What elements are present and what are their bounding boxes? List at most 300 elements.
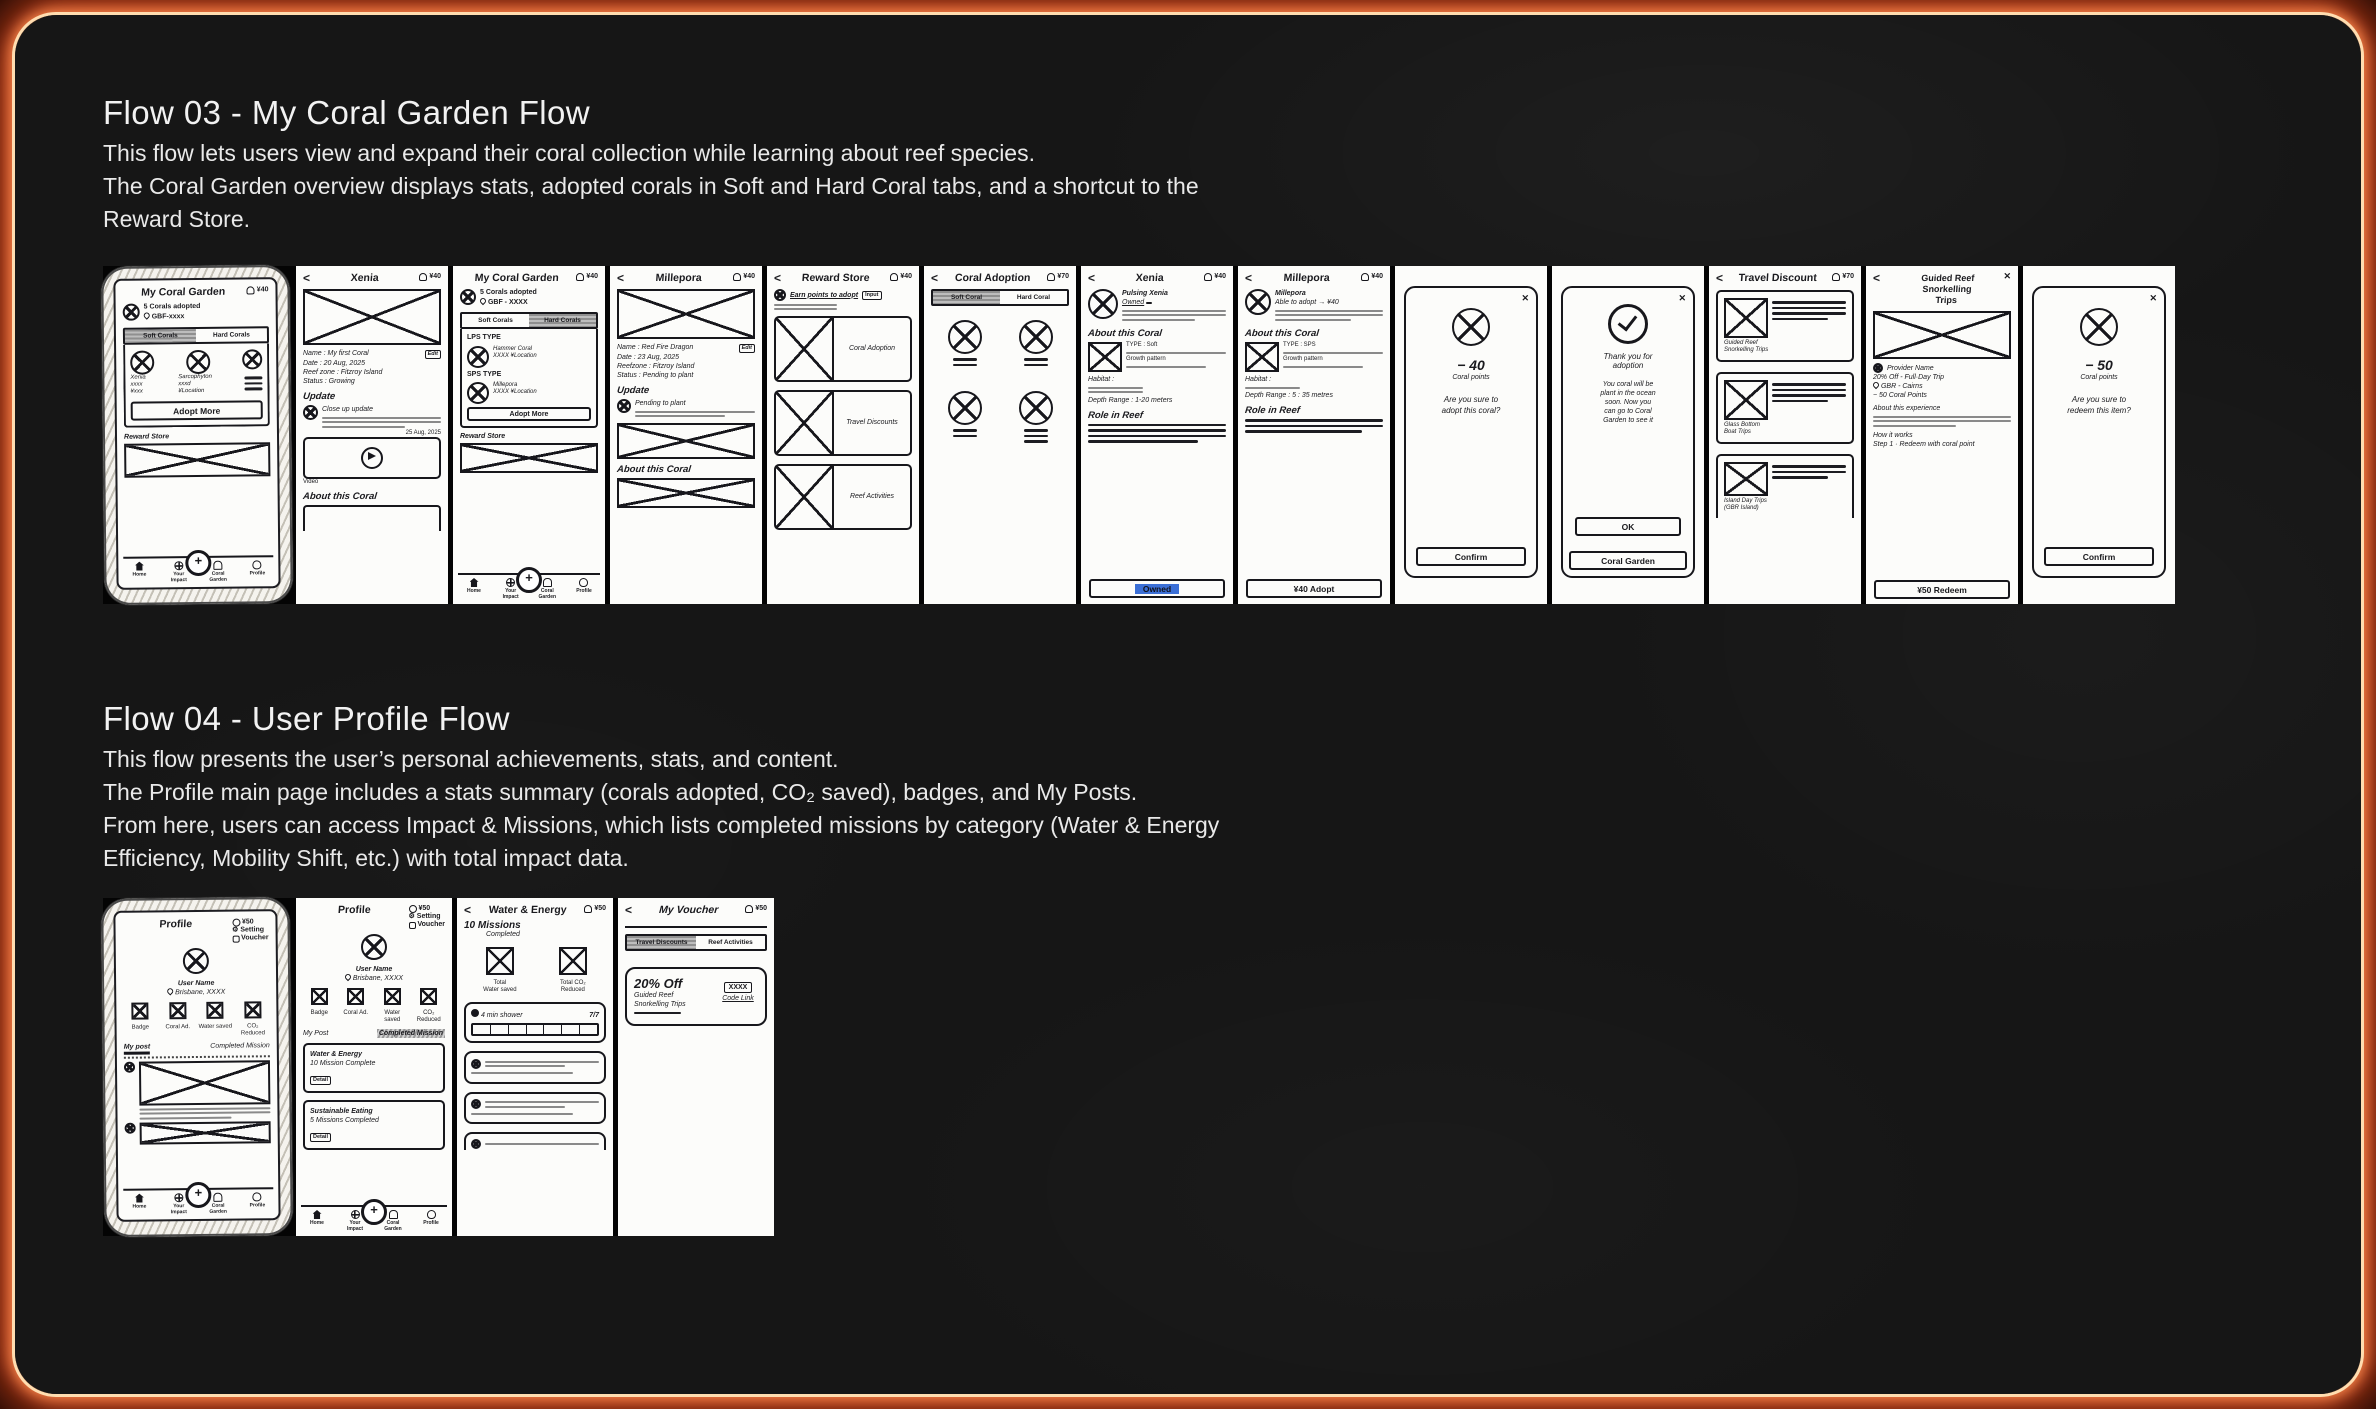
section-about: About this Coral xyxy=(1244,328,1320,339)
section-update: Update xyxy=(302,391,336,402)
text-lines xyxy=(1245,387,1300,389)
coral-garden-icon xyxy=(213,561,222,570)
wallet-balance: ¥40 xyxy=(586,273,598,280)
bell-icon xyxy=(733,273,741,281)
screen-millepora-detail xyxy=(610,266,762,604)
mission-card2-subtitle: 5 Missions Completed xyxy=(310,1117,379,1124)
flow04-desc-line4: Efficiency, Mobility Shift, etc.) with total impact data. xyxy=(103,845,629,871)
close-icon: ✕ xyxy=(2003,271,2011,281)
trip-title-line3: Trips xyxy=(1935,295,1958,305)
screen-water-energy: < Water & Energy ¥50 10 Missions Completed Total Water saved Total CO₂ Reduced 4 min shower 7/7 xyxy=(457,898,613,1236)
coral-option-icon xyxy=(948,391,982,425)
coral1-id: XXXX ¥Location xyxy=(493,352,537,359)
about-experience-label: About this experience xyxy=(1873,405,1941,412)
screen-xenia-about xyxy=(1081,266,1233,604)
setting-label: Setting xyxy=(416,913,441,920)
points-unit: Coral points xyxy=(1452,374,1490,381)
profile-icon xyxy=(253,1192,262,1201)
pin-icon xyxy=(1872,381,1880,389)
pin-icon xyxy=(166,987,174,995)
field-reefzone: Reefzone : Fitzroy Island xyxy=(617,363,695,370)
stat-corals-adopted: 5 Corals adopted xyxy=(143,302,201,311)
trip3-name-line1: Island Day Trips xyxy=(1724,498,1767,504)
bell-icon xyxy=(584,905,592,913)
coral-avatar-icon xyxy=(1088,289,1118,319)
screen-coral-garden-hard xyxy=(453,266,605,604)
section-about: About this Coral xyxy=(302,491,378,502)
tab-hard-corals: Hard Corals xyxy=(212,331,250,339)
thanks-body: You coral will be xyxy=(1602,381,1654,388)
coral1-name: Hammer Coral xyxy=(493,345,533,352)
co2-reduced-icon xyxy=(420,988,437,1005)
edit-chip: Edit xyxy=(739,344,755,353)
tab-completed-missions: Completed Mission xyxy=(378,1030,443,1037)
wallet-balance: ¥40 xyxy=(429,273,441,280)
pin-icon xyxy=(344,973,352,981)
bottom-nav-sketch: Home Your Impact Coral Garden Profile xyxy=(123,1187,273,1217)
owned-chip xyxy=(1146,302,1152,304)
screen-guided-trip xyxy=(1866,266,2018,604)
wallet-balance: ¥70 xyxy=(1057,273,1069,280)
travel-discounts-image-placeholder xyxy=(776,392,834,454)
voucher-label: Voucher xyxy=(417,921,445,928)
able-to-adopt-label: Able to adopt → ¥40 xyxy=(1275,299,1339,306)
screen-xenia-detail xyxy=(296,266,448,604)
coral-garden-button-sketch: Coral Garden xyxy=(1569,551,1687,570)
offer-line: 20% Off - Full·Day Trip xyxy=(1873,374,1945,381)
field-date: Date : 23 Aug, 2025 xyxy=(617,354,680,361)
pin-icon xyxy=(479,296,487,304)
trip-photo-placeholder xyxy=(1873,311,2011,359)
text-lines xyxy=(1126,366,1226,368)
growth-label: Growth pattern xyxy=(1283,356,1323,362)
text-lines xyxy=(1275,310,1383,321)
text-lines xyxy=(471,1072,599,1074)
coral-photo-placeholder xyxy=(303,289,441,345)
text-lines xyxy=(635,411,755,418)
tab-reef-activities: Reef Activities xyxy=(708,939,753,946)
confirm-question-line2: redeem this item? xyxy=(2067,406,2131,415)
coral-millepora-icon xyxy=(467,382,489,404)
coral-points-icon xyxy=(2080,308,2118,346)
coral2-name: Sarcophyton xyxy=(178,373,212,381)
screen-confirm-redeem xyxy=(2023,266,2175,604)
wallet-balance: ¥40 xyxy=(247,286,269,294)
add-post-button-sketch: + xyxy=(185,550,211,576)
stat-location: GBF-xxxx xyxy=(151,312,185,320)
coral-xenia-icon xyxy=(130,350,154,374)
text-lines xyxy=(244,373,262,393)
coral2-price: ¥Location xyxy=(178,387,205,395)
reward-store-banner-placeholder xyxy=(460,443,598,473)
mission-icon xyxy=(471,1009,479,1017)
back-icon: < xyxy=(1716,271,1724,285)
voucher-tabs xyxy=(625,934,767,951)
confirm-adopt-modal xyxy=(1404,286,1538,578)
update-date: 25 Aug, 2025 xyxy=(405,430,441,436)
coral-name: Pulsing Xenia xyxy=(1122,290,1168,297)
voucher-icon xyxy=(409,922,416,929)
wallet-balance: ¥40 xyxy=(1214,273,1226,280)
back-icon: < xyxy=(1873,271,1881,285)
update-caption: Close up update xyxy=(322,406,373,413)
owned-button-sketch: Owned xyxy=(1089,579,1225,598)
bell-icon xyxy=(247,286,255,294)
coral2-name: Millepora xyxy=(493,382,518,388)
about-image-placeholder xyxy=(617,478,755,508)
thank-you-modal: ✕ Thank you for adoption You coral will be plant in the ocean soon. Now you can go to Coral Garden to see it OK Coral Garden xyxy=(1561,286,1695,578)
card-reef-activities: Reef Activities xyxy=(849,492,895,500)
text-lines xyxy=(774,304,837,311)
adopt-more-button-sketch: Adopt More xyxy=(131,400,263,420)
voucher-icon xyxy=(232,935,239,942)
wallet-balance: ¥50 xyxy=(755,905,767,912)
field-status: Status : Pending to plant xyxy=(617,372,694,379)
detail-chip: Detail xyxy=(310,1076,331,1085)
section-about: About this Coral xyxy=(616,463,692,475)
flow04-desc-line2: The Profile main page includes a stats summary (corals adopted, CO₂ saved), badges, and My Posts. xyxy=(103,779,1138,805)
voucher-code-link: Code Link xyxy=(722,995,754,1002)
tab-my-posts: My Post xyxy=(303,1030,329,1037)
flow03-title: Flow 03 - My Coral Garden Flow xyxy=(103,94,590,132)
confirm-question-line1: Are you sure to xyxy=(2071,395,2127,404)
impact-icon xyxy=(174,561,183,570)
coral-hammer-icon xyxy=(467,346,489,368)
flow04-desc-line3: From here, users can access Impact & Missions, which lists completed missions by category (Water & Energy xyxy=(103,812,1220,838)
points-unit: Coral points xyxy=(2080,374,2118,381)
trip2-name-line1: Glass Bottom xyxy=(1724,422,1761,428)
co2-reduced-label: CO₂ Reduced xyxy=(240,1023,265,1037)
avatar xyxy=(183,948,209,974)
type-label: TYPE : SPS xyxy=(1283,342,1316,348)
text-lines xyxy=(485,1058,599,1070)
coral-tabs xyxy=(460,312,598,329)
depth-label: Depth Range : 5 : 35 metres xyxy=(1245,392,1333,399)
co2-reduced-label: CO₂ Reduced xyxy=(416,1010,441,1023)
coral-ad-label: Coral Ad. xyxy=(165,1024,191,1031)
bell-icon xyxy=(1047,273,1055,281)
close-icon: ✕ xyxy=(1521,293,1529,303)
tab-soft-corals: Soft Corals xyxy=(125,329,196,343)
coral-adoption-image-placeholder xyxy=(776,318,834,380)
coral-garden-icon xyxy=(543,578,552,587)
coral-adopted-icon xyxy=(169,1002,186,1019)
water-saved-label: Water saved xyxy=(384,1010,401,1023)
trip-title-line2: Snorkelling xyxy=(1922,284,1972,294)
tab-hard-corals: Hard Corals xyxy=(529,314,596,327)
coin-icon xyxy=(232,919,240,927)
screen-reward-store xyxy=(767,266,919,604)
coral2-id: XXXX ¥Location xyxy=(493,389,537,395)
back-icon: < xyxy=(464,903,472,917)
wallet-balance: ¥50 xyxy=(241,918,254,926)
coral-adopted-icon xyxy=(347,988,364,1005)
flow03-description xyxy=(103,137,1199,236)
profile-icon xyxy=(427,1210,436,1219)
reward-store-banner-placeholder xyxy=(124,442,270,478)
lps-type-label: LPS TYPE xyxy=(467,334,501,341)
user-location: Brisbane, XXXX xyxy=(175,988,226,997)
gear-icon: ⚙ xyxy=(232,926,239,934)
coral-garden-icon xyxy=(389,1210,398,1219)
screen-title: Profile xyxy=(337,904,372,916)
section-about: About this Coral xyxy=(1087,328,1163,339)
video-caption: Video xyxy=(303,479,319,485)
add-post-button-sketch: + xyxy=(516,567,542,593)
text-lines xyxy=(1122,310,1226,321)
flow04-description xyxy=(103,743,1219,875)
screen-profile-missions xyxy=(296,898,452,1236)
profile-icon xyxy=(253,560,262,569)
screen-profile-posts xyxy=(113,909,280,1222)
wallet-balance: ¥50 xyxy=(594,905,606,912)
coral-option-icon xyxy=(948,320,982,354)
bell-icon xyxy=(576,273,584,281)
screen-title: Reward Store xyxy=(801,272,870,284)
coral-option-icon xyxy=(1019,320,1053,354)
confirm-question-line1: Are you sure to xyxy=(1443,395,1499,404)
bottom-nav-sketch: Home Your Impact Coral Garden Profile xyxy=(301,1205,447,1233)
avatar xyxy=(361,934,387,960)
post-image-placeholder xyxy=(140,1121,271,1144)
wallet-balance: ¥50 xyxy=(418,905,431,912)
growth-label: Growth pattern xyxy=(1126,356,1166,362)
screen-title: Xenia xyxy=(1135,272,1165,284)
provider-name: Provider Name xyxy=(1887,364,1934,372)
flow04-wireframe-strip xyxy=(103,898,774,1236)
text-lines xyxy=(1873,416,2011,427)
cost-line: − 50 Coral Points xyxy=(1873,392,1927,399)
add-post-button-sketch: + xyxy=(185,1182,211,1208)
flow04-desc-line1: This flow presents the user’s personal achievements, stats, and content. xyxy=(103,746,839,772)
bell-icon xyxy=(1361,273,1369,281)
tab-hard-coral: Hard Coral xyxy=(1016,294,1051,301)
coral2-id: xxxd xyxy=(178,381,191,388)
badge-icon xyxy=(132,1003,149,1020)
voucher-code: XXXX xyxy=(724,982,753,993)
wallet-balance: ¥40 xyxy=(900,273,912,280)
adoption-tabs xyxy=(931,289,1069,306)
text-lines xyxy=(471,1113,599,1115)
home-icon xyxy=(135,562,144,571)
text-lines xyxy=(634,1012,681,1014)
post-author-avatar xyxy=(125,1122,136,1133)
text-lines xyxy=(139,1107,270,1119)
input-chip: Input xyxy=(862,291,881,300)
flow03-desc-line3: Reward Store. xyxy=(103,206,251,232)
coral-option-icon xyxy=(1019,391,1053,425)
reef-activities-image-placeholder xyxy=(776,466,834,528)
thanks-line1: Thank you for xyxy=(1603,352,1653,361)
screen-coral-adoption xyxy=(924,266,1076,604)
bell-icon xyxy=(745,905,753,913)
location-line: GBR - Cairns xyxy=(1880,383,1923,390)
coral-sarcophyton-icon xyxy=(186,350,210,374)
mission-name: 4 min shower xyxy=(480,1012,523,1019)
missions-completed-label: Completed xyxy=(486,931,520,938)
back-icon: < xyxy=(774,271,782,285)
screen-title: Millepora xyxy=(655,272,703,284)
adopt-more-button-sketch: Adopt More xyxy=(467,407,591,421)
mission-progress: 7/7 xyxy=(589,1012,599,1019)
user-name: User Name xyxy=(355,966,393,973)
screen-title: Travel Discount xyxy=(1738,272,1818,284)
field-date: Date : 20 Aug, 2025 xyxy=(303,360,366,367)
tab-my-posts: My post xyxy=(124,1042,151,1054)
coral-logo-icon xyxy=(460,289,476,305)
progress-bar xyxy=(471,1023,599,1036)
back-icon: < xyxy=(1245,271,1253,285)
mission-icon xyxy=(471,1139,481,1149)
total-water-saved-icon xyxy=(486,947,514,975)
screen-title: Coral Adoption xyxy=(954,272,1031,284)
update-thumb-icon xyxy=(303,405,318,420)
wallet-balance: ¥40 xyxy=(743,273,755,280)
update-caption: Pending to plant xyxy=(635,400,686,407)
trip-image-placeholder xyxy=(1724,462,1768,496)
owned-label: Owned xyxy=(1122,299,1145,306)
confirm-redeem-modal xyxy=(2032,286,2166,578)
back-icon: < xyxy=(617,271,625,285)
coral-name: Millepora xyxy=(1275,290,1306,297)
depth-label: Depth Range : 1-20 meters xyxy=(1088,396,1173,404)
user-name: User Name xyxy=(177,979,215,988)
total-co2-reduced-icon xyxy=(559,947,587,975)
trip-image-placeholder xyxy=(1724,298,1768,338)
stat-caption: Total CO₂ xyxy=(560,980,586,986)
text-lines xyxy=(1088,424,1226,443)
thanks-line2: adoption xyxy=(1612,361,1644,370)
field-name: Name : My first Coral xyxy=(303,350,369,357)
trip-image-placeholder xyxy=(1724,380,1768,420)
provider-icon xyxy=(1873,363,1883,373)
how-step1: Step 1 · Redeem with coral point xyxy=(1873,440,1975,448)
card-travel-discounts: Travel Discounts xyxy=(846,418,898,426)
section-role: Role in Reef xyxy=(1244,405,1301,416)
mission-icon xyxy=(471,1059,481,1069)
text-lines xyxy=(953,429,977,437)
wallet-balance: ¥40 xyxy=(1371,273,1383,280)
coral1-id: xxxx xyxy=(130,381,143,388)
screen-title: Millepora xyxy=(1283,272,1331,284)
screen-title: Xenia xyxy=(350,272,380,284)
impact-icon xyxy=(506,578,515,587)
screen-my-voucher xyxy=(618,898,774,1236)
screen-title: My Voucher xyxy=(658,904,719,916)
flow03-desc-line1: This flow lets users view and expand their coral collection while learning about reef species. xyxy=(103,140,1035,166)
screen-confirm-adopt xyxy=(1395,266,1547,604)
mission-card1-title: Water & Energy xyxy=(310,1051,362,1058)
bell-icon xyxy=(890,273,898,281)
coral-more-icon xyxy=(242,349,262,369)
badge-label: Badge xyxy=(310,1010,328,1016)
text-lines xyxy=(1772,380,1846,405)
coral-avatar-icon xyxy=(1245,289,1271,315)
reward-store-label: Reward Store xyxy=(123,433,170,441)
check-icon xyxy=(1608,304,1648,344)
about-image-placeholder xyxy=(1088,342,1122,372)
coin-icon xyxy=(409,905,417,913)
ok-button-sketch: OK xyxy=(1575,517,1681,536)
coral-photo-placeholder xyxy=(617,289,755,339)
adopt-button-sketch: ¥40 Adopt xyxy=(1246,579,1382,598)
phone-frame-sketch xyxy=(101,897,293,1237)
mission-card2-title: Sustainable Eating xyxy=(310,1108,373,1115)
trip1-name-line2: Snorkelling Trips xyxy=(1724,347,1769,353)
pin-icon xyxy=(142,311,150,319)
coral-ad-label: Coral Ad. xyxy=(343,1010,369,1016)
home-icon xyxy=(135,1194,144,1203)
update-thumb-icon xyxy=(617,399,631,413)
habitat-label: Habitat : xyxy=(1088,376,1115,383)
screen-thank-you xyxy=(1552,266,1704,604)
stat-caption: Total xyxy=(493,980,507,986)
tab-soft-corals: Soft Corals xyxy=(478,317,513,324)
text-lines xyxy=(1772,462,1846,482)
mission-card1-subtitle: 10 Mission Complete xyxy=(310,1060,376,1067)
field-reefzone: Reef zone : Fitzroy Island xyxy=(303,369,383,376)
text-lines xyxy=(1024,429,1048,443)
voucher-label: Voucher xyxy=(241,934,269,942)
screen-title: My Coral Garden xyxy=(140,285,226,299)
back-icon: < xyxy=(931,271,939,285)
badge-label: Badge xyxy=(131,1024,150,1031)
flow04-title: Flow 04 - User Profile Flow xyxy=(103,700,510,738)
voucher-discount: 20% Off xyxy=(634,976,683,991)
bell-icon xyxy=(1204,273,1212,281)
reward-store-label: Reward Store xyxy=(460,433,506,440)
text-lines xyxy=(485,1141,599,1148)
trip3-name-line2: (GBR Island) xyxy=(1724,505,1759,511)
stat-corals-adopted: 5 Corals adopted xyxy=(480,289,537,296)
profile-icon xyxy=(579,578,588,587)
earn-points-label: Earn points to adopt xyxy=(790,291,859,299)
coral-points-icon xyxy=(1452,308,1490,346)
screen-title: Profile xyxy=(159,918,193,931)
how-it-works-label: How it works xyxy=(1873,431,1913,439)
screen-title: My Coral Garden xyxy=(474,272,560,284)
text-lines xyxy=(1772,298,1846,323)
text-lines xyxy=(322,417,441,428)
text-lines xyxy=(1088,387,1143,394)
confirm-button-sketch: Confirm xyxy=(2044,547,2154,566)
text-lines xyxy=(1283,352,1383,354)
back-icon: < xyxy=(1088,271,1096,285)
impact-icon xyxy=(351,1210,360,1219)
text-lines xyxy=(485,1099,599,1111)
close-icon: ✕ xyxy=(2149,293,2157,303)
sps-type-label: SPS TYPE xyxy=(467,370,502,378)
tab-travel-discounts: Travel Discounts xyxy=(627,936,696,949)
missions-count: 10 Missions xyxy=(464,920,521,931)
home-icon xyxy=(470,578,479,587)
badge-icon xyxy=(311,988,328,1005)
home-icon xyxy=(313,1210,322,1219)
mission-icon xyxy=(471,1099,481,1109)
impact-icon xyxy=(174,1193,183,1202)
wallet-balance: ¥70 xyxy=(1842,273,1854,280)
screen-millepora-about xyxy=(1238,266,1390,604)
water-saved-icon xyxy=(384,988,401,1005)
voucher-name-line2: Snorkelling Trips xyxy=(634,1001,686,1008)
points-change: − 40 xyxy=(1457,357,1485,373)
text-lines xyxy=(1024,358,1048,366)
points-change: − 50 xyxy=(2085,357,2113,373)
about-image-placeholder xyxy=(1245,342,1279,372)
bottom-nav-sketch: Home Your Impact Coral Garden Profile xyxy=(458,573,600,601)
coral-tabs xyxy=(123,326,269,345)
gear-icon: ⚙ xyxy=(408,913,415,920)
